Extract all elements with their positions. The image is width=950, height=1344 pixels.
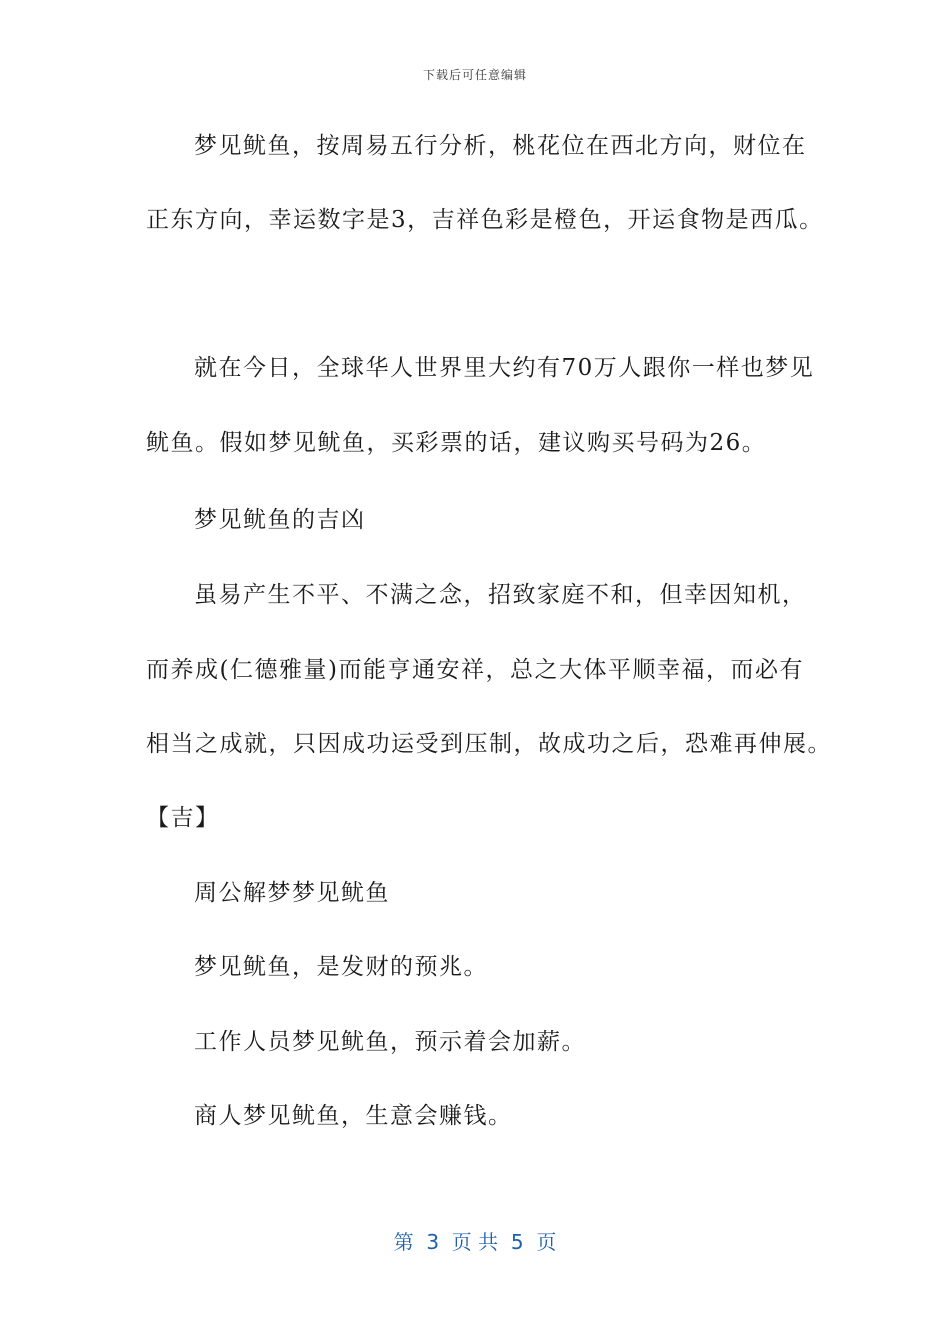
page-number: 第 3 页 共 5 页 <box>393 1230 557 1254</box>
section-heading: 梦见鱿鱼的吉凶 <box>194 507 366 533</box>
paragraph-line: 商人梦见鱿鱼，生意会赚钱。 <box>194 1103 513 1129</box>
paragraph-line: 相当之成就，只因成功运受到压制，故成功之后，恐难再伸展。 <box>146 731 832 757</box>
verdict-label: 【吉】 <box>146 805 220 831</box>
paragraph-line: 梦见鱿鱼，按周易五行分析，桃花位在西北方向，财位在 <box>194 133 807 159</box>
paragraph-line: 梦见鱿鱼，是发财的预兆。 <box>194 954 488 980</box>
paragraph-line: 就在今日，全球华人世界里大约有70万人跟你一样也梦见 <box>194 355 815 381</box>
paragraph-line: 虽易产生不平、不满之念，招致家庭不和，但幸因知机， <box>194 582 807 608</box>
paragraph-line: 而养成(仁德雅量)而能亨通安祥，总之大体平顺幸福，而必有 <box>146 657 804 683</box>
section-heading: 周公解梦梦见鱿鱼 <box>194 880 390 906</box>
paragraph-line: 工作人员梦见鱿鱼，预示着会加薪。 <box>194 1029 586 1055</box>
paragraph-line: 正东方向，幸运数字是3，吉祥色彩是橙色，开运食物是西瓜。 <box>146 207 824 233</box>
header-note: 下载后可任意编辑 <box>422 68 527 82</box>
paragraph-line: 鱿鱼。假如梦见鱿鱼，买彩票的话，建议购买号码为26。 <box>146 430 767 456</box>
